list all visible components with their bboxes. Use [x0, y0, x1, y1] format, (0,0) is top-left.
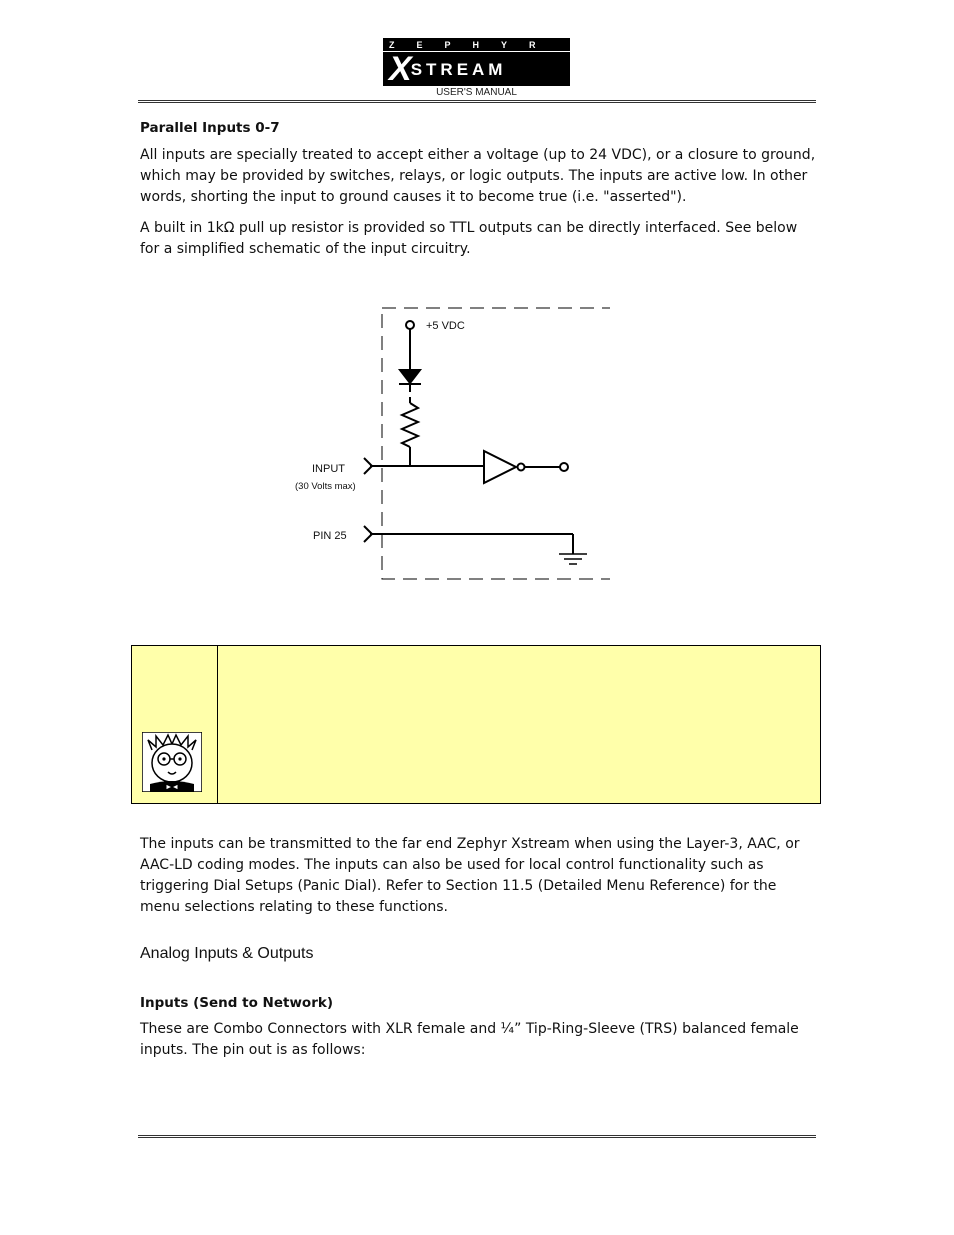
transmit-para: The inputs can be transmitted to the far end Zephyr Xstream when using the Layer-3, AAC, or AAC-LD coding modes. The inputs can also be used for local control functionality such as triggering Dial Setups (Panic Dial). Refer to Section 11.5 (Detailed Menu Reference) for the menu selections relating to these functions. — [140, 836, 800, 915]
input-terminal-chevron — [364, 458, 372, 474]
parallel-inputs-heading: Parallel Inputs 0-7 — [140, 120, 280, 136]
ground-symbol — [559, 554, 587, 564]
analog-section-heading: Analog Inputs & Outputs — [140, 945, 314, 962]
inverter-buffer — [484, 451, 516, 483]
input-voltage-note: (30 Volts max) — [295, 481, 356, 492]
footer-rule — [138, 1135, 816, 1138]
professor-face-icon — [142, 732, 202, 792]
zephyr-xstream-logo — [383, 38, 570, 86]
input-label: INPUT — [312, 463, 345, 475]
inputs-send-heading: Inputs (Send to Network) — [140, 995, 334, 1011]
logo-divider — [383, 51, 570, 52]
inverter-bubble — [518, 464, 525, 471]
analog-inputs-para: These are Combo Connectors with XLR female and ¼” Tip-Ring-Sleeve (TRS) balanced female inputs. The pin out is as follows: — [140, 1021, 799, 1058]
parallel-para-2: A built in 1kΩ pull up resistor is provided so TTL outputs can be directly interfaced. See below for a simplified schematic of the input circuitry. — [140, 220, 798, 257]
logo-top-text: ZEPHYR — [389, 40, 558, 50]
supply-terminal — [406, 321, 414, 329]
diode-symbol — [400, 370, 420, 383]
manual-label: USER'S MANUAL — [436, 87, 517, 98]
logo-stream-text: STREAM — [410, 60, 507, 79]
output-terminal — [560, 463, 568, 471]
input-circuit-schematic — [290, 300, 610, 590]
logo-x-letter: X — [389, 50, 411, 88]
pullup-resistor — [402, 403, 418, 447]
schematic-dashed-boundary — [382, 308, 610, 579]
pin25-label: PIN 25 — [313, 530, 347, 542]
note-callout-box — [131, 645, 821, 804]
header-rule — [138, 100, 816, 103]
parallel-para-1: All inputs are specially treated to accept either a voltage (up to 24 VDC), or a closure to ground, which may be provided by switches, relays, or logic outputs. The inputs are active low. In other words, shorting the input to ground causes it to become true (i.e. "asserted"). — [140, 147, 816, 205]
note-divider — [217, 646, 218, 803]
supply-label: +5 VDC — [426, 320, 465, 332]
logo-main-text — [389, 50, 565, 88]
